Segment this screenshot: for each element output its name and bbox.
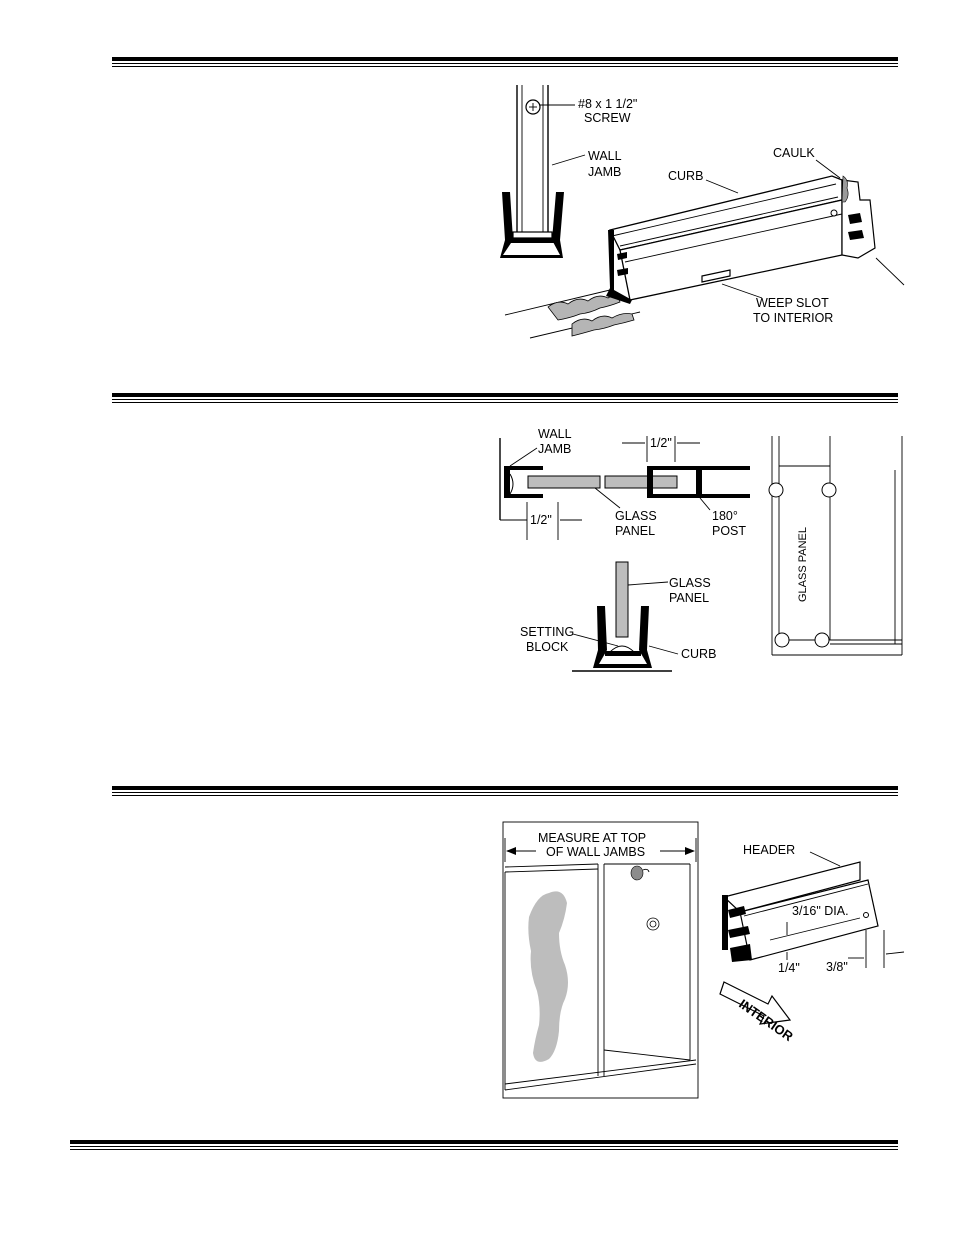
label-wall-2: WALL bbox=[538, 427, 572, 441]
label-post: POST bbox=[712, 524, 747, 538]
label-jamb: JAMB bbox=[588, 165, 622, 179]
label-screw-size: #8 x 1 1/2" bbox=[578, 97, 638, 111]
label-measure-top: MEASURE AT TOP bbox=[538, 831, 647, 845]
label-block: BLOCK bbox=[526, 640, 569, 654]
label-weep-slot: WEEP SLOT bbox=[756, 296, 829, 310]
label-setting: SETTING bbox=[520, 625, 575, 639]
label-curb-1: CURB bbox=[668, 169, 704, 183]
label-vertical-glass-panel: GLASS PANEL bbox=[797, 527, 809, 602]
label-jamb-2: JAMB bbox=[538, 442, 572, 456]
label-dim-bottom: 1/2" bbox=[530, 513, 552, 527]
label-of-wall-jambs: OF WALL JAMBS bbox=[546, 845, 646, 859]
label-header: HEADER bbox=[743, 843, 796, 857]
label-to-interior: TO INTERIOR bbox=[753, 311, 834, 325]
label-interior: INTERIOR bbox=[736, 996, 796, 1045]
label-panel: PANEL bbox=[615, 524, 656, 538]
label-curb-2: CURB bbox=[681, 647, 717, 661]
label-three-eighths: 3/8" bbox=[826, 960, 848, 974]
shower-opening-drawing bbox=[503, 822, 698, 1098]
label-wall: WALL bbox=[588, 149, 622, 163]
label-quarter: 1/4" bbox=[778, 961, 800, 975]
label-glass-2: GLASS bbox=[669, 576, 711, 590]
label-caulk: CAULK bbox=[773, 146, 815, 160]
label-180: 180° bbox=[712, 509, 738, 523]
label-panel-2: PANEL bbox=[669, 591, 710, 605]
label-glass: GLASS bbox=[615, 509, 657, 523]
label-dim-top: 1/2" bbox=[650, 436, 672, 450]
label-screw: SCREW bbox=[584, 111, 631, 125]
label-dia: 3/16" DIA. bbox=[792, 904, 849, 918]
